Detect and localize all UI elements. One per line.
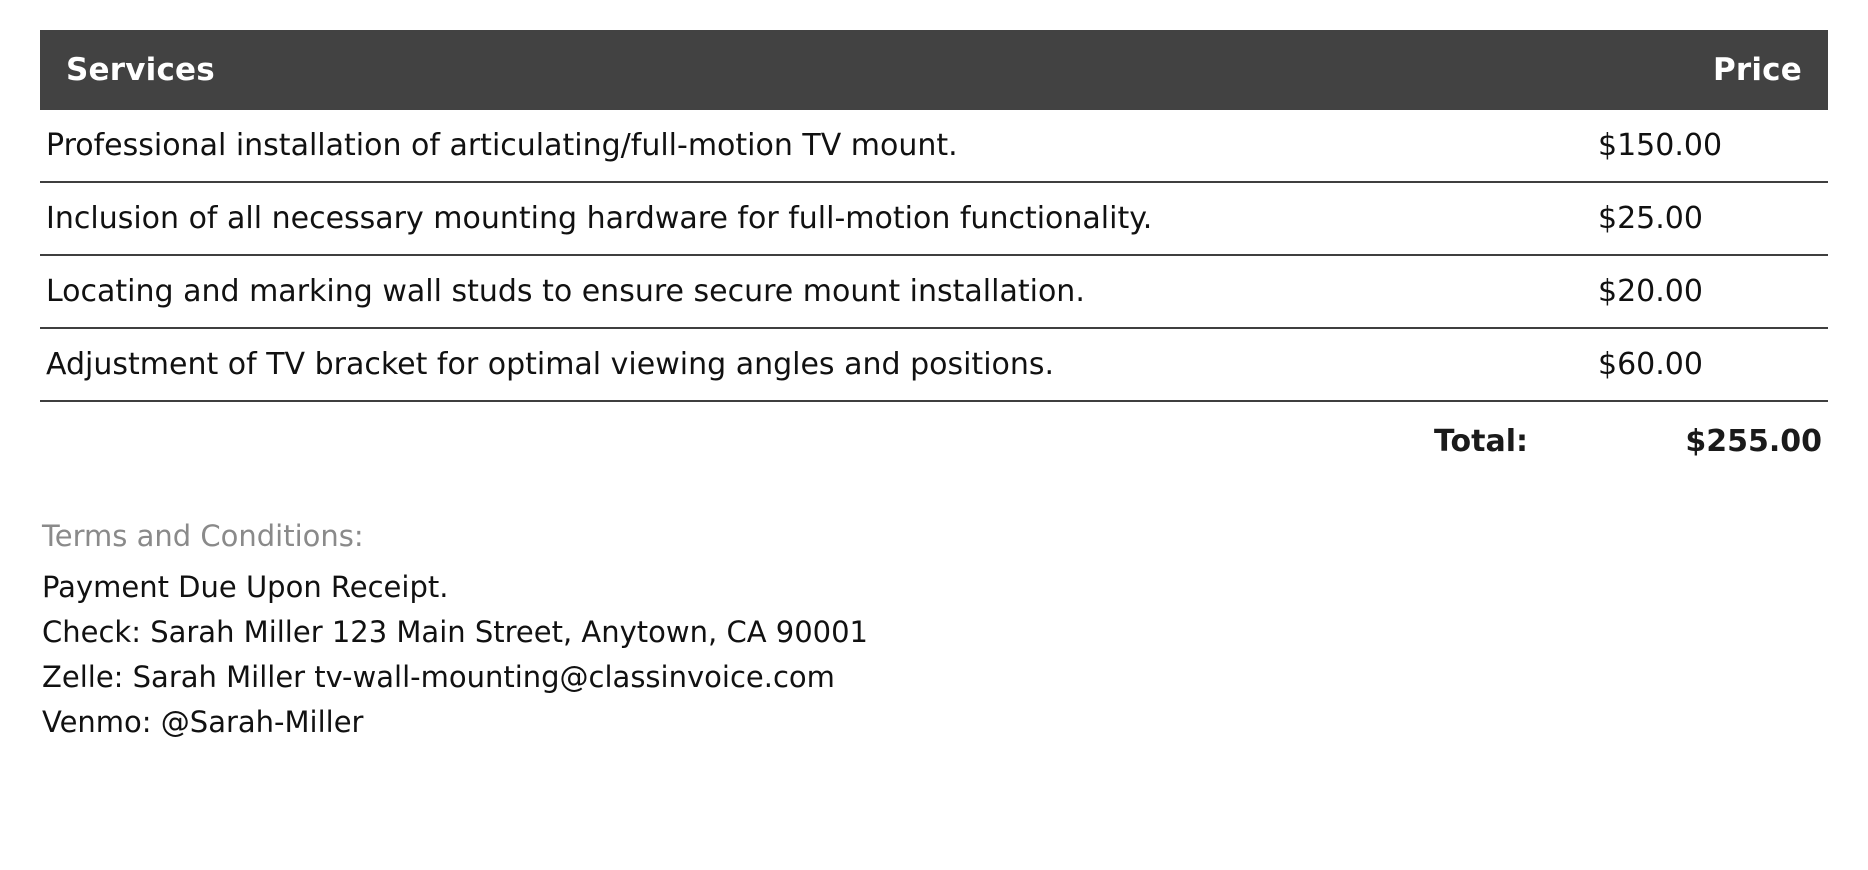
service-description: Adjustment of TV bracket for optimal viewing angles and positions. xyxy=(46,347,1055,382)
terms-line: Check: Sarah Miller 123 Main Street, Anytown, CA 90001 xyxy=(42,614,869,649)
service-price: $20.00 xyxy=(1598,274,1703,309)
service-description: Professional installation of articulating/full-motion TV mount. xyxy=(46,128,958,163)
table-row xyxy=(40,328,1828,401)
total-value: $255.00 xyxy=(1685,424,1822,459)
service-description: Inclusion of all necessary mounting hardware for full-motion functionality. xyxy=(46,201,1153,236)
table-header-row xyxy=(40,30,1828,110)
total-label: Total: xyxy=(1434,424,1528,459)
terms-title: Terms and Conditions: xyxy=(42,519,364,553)
terms-line: Venmo: @Sarah-Miller xyxy=(42,704,364,739)
service-price: $150.00 xyxy=(1598,128,1723,163)
table-total-row xyxy=(40,401,1828,469)
service-price: $60.00 xyxy=(1598,347,1703,382)
service-price: $25.00 xyxy=(1598,201,1703,236)
column-header-price: Price xyxy=(1588,30,1828,110)
table-row xyxy=(40,255,1828,328)
terms-line: Zelle: Sarah Miller tv-wall-mounting@classinvoice.com xyxy=(42,659,835,694)
terms-and-conditions xyxy=(40,519,1828,745)
table-row xyxy=(40,110,1828,182)
column-header-services: Services xyxy=(40,30,1588,110)
service-description: Locating and marking wall studs to ensure secure mount installation. xyxy=(46,274,1085,309)
table-row xyxy=(40,182,1828,255)
terms-line: Payment Due Upon Receipt. xyxy=(42,570,449,604)
services-table xyxy=(40,30,1828,469)
